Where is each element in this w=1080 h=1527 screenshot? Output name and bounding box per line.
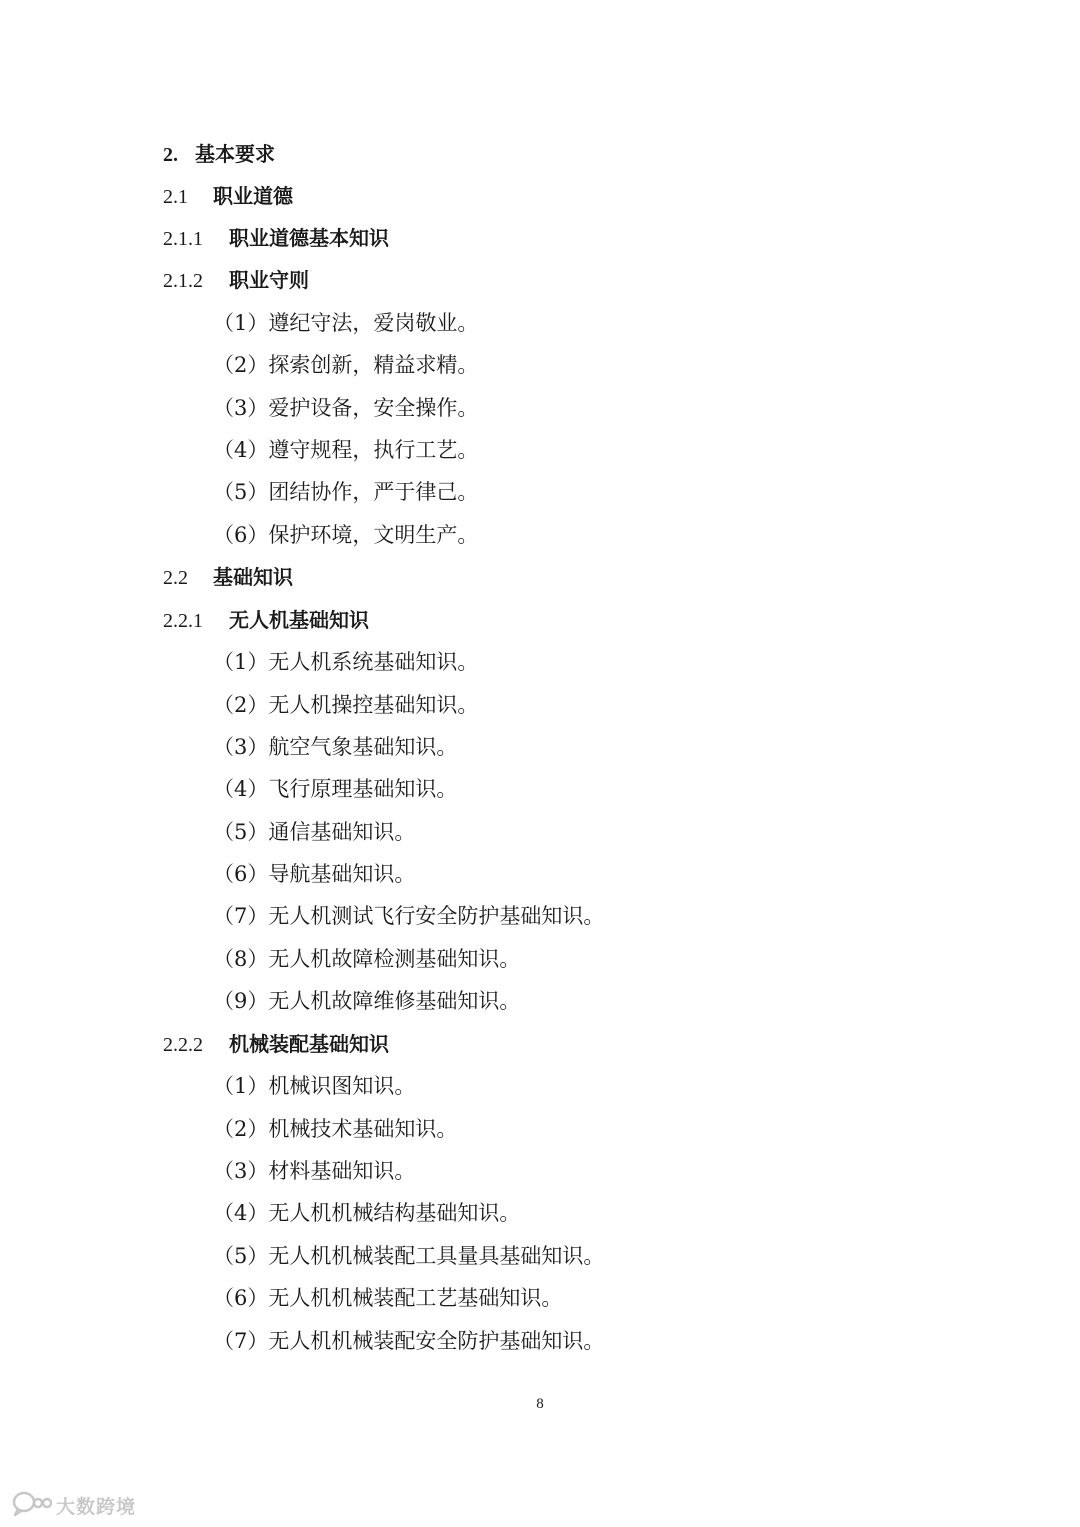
list-item: （4）无人机机械结构基础知识。 bbox=[213, 1201, 521, 1225]
list-item: （7）无人机机械装配安全防护基础知识。 bbox=[213, 1329, 605, 1353]
section-title: 基础知识 bbox=[213, 565, 293, 589]
speech-bubble-logo-icon bbox=[12, 1490, 52, 1520]
section-title: 职业道德基本知识 bbox=[229, 226, 389, 250]
section-number: 2. bbox=[163, 144, 178, 166]
section-title: 基本要求 bbox=[195, 142, 275, 166]
list-item: （8）无人机故障检测基础知识。 bbox=[213, 947, 521, 971]
section-number: 2.1.1 bbox=[163, 228, 203, 250]
section-heading-2-1-1 bbox=[163, 221, 389, 255]
list-item: （2）机械技术基础知识。 bbox=[213, 1117, 458, 1141]
section-number: 2.2 bbox=[163, 567, 188, 589]
list-item: （3）材料基础知识。 bbox=[213, 1159, 416, 1183]
section-heading-2-2-2 bbox=[163, 1027, 389, 1061]
section-title: 职业道德 bbox=[213, 184, 293, 208]
page-number: 8 bbox=[536, 1396, 544, 1412]
list-item: （6）导航基础知识。 bbox=[213, 862, 416, 886]
section-number: 2.1.2 bbox=[163, 270, 203, 292]
section-title: 无人机基础知识 bbox=[229, 608, 369, 632]
list-item: （2）无人机操控基础知识。 bbox=[213, 693, 479, 717]
list-item: （1）遵纪守法，爱岗敬业。 bbox=[213, 311, 479, 335]
list-item: （5）团结协作，严于律己。 bbox=[213, 480, 479, 504]
section-title: 机械装配基础知识 bbox=[229, 1032, 389, 1056]
list-item: （6）保护环境，文明生产。 bbox=[213, 523, 479, 547]
list-item: （1）机械识图知识。 bbox=[213, 1074, 416, 1098]
list-item: （3）航空气象基础知识。 bbox=[213, 735, 458, 759]
list-item: （5）无人机机械装配工具量具基础知识。 bbox=[213, 1244, 605, 1268]
section-heading-2-1-2 bbox=[163, 263, 309, 297]
list-item: （6）无人机机械装配工艺基础知识。 bbox=[213, 1286, 563, 1310]
list-item: （3）爱护设备，安全操作。 bbox=[213, 396, 479, 420]
list-item: （1）无人机系统基础知识。 bbox=[213, 650, 479, 674]
section-heading-2-2-1 bbox=[163, 603, 369, 637]
section-number: 2.2.1 bbox=[163, 610, 203, 632]
section-title: 职业守则 bbox=[229, 268, 309, 292]
list-item: （5）通信基础知识。 bbox=[213, 820, 416, 844]
section-heading-2-2 bbox=[163, 560, 293, 594]
watermark bbox=[12, 1490, 136, 1520]
list-item: （4）遵守规程，执行工艺。 bbox=[213, 438, 479, 462]
watermark-text: 大数跨境 bbox=[56, 1495, 137, 1518]
section-number: 2.2.2 bbox=[163, 1034, 203, 1056]
section-heading-2-1 bbox=[163, 179, 293, 213]
section-number: 2.1 bbox=[163, 186, 188, 208]
list-item: （7）无人机测试飞行安全防护基础知识。 bbox=[213, 904, 605, 928]
list-item: （4）飞行原理基础知识。 bbox=[213, 777, 458, 801]
section-heading-2 bbox=[163, 137, 275, 171]
list-item: （9）无人机故障维修基础知识。 bbox=[213, 989, 521, 1013]
list-item: （2）探索创新，精益求精。 bbox=[213, 353, 479, 377]
